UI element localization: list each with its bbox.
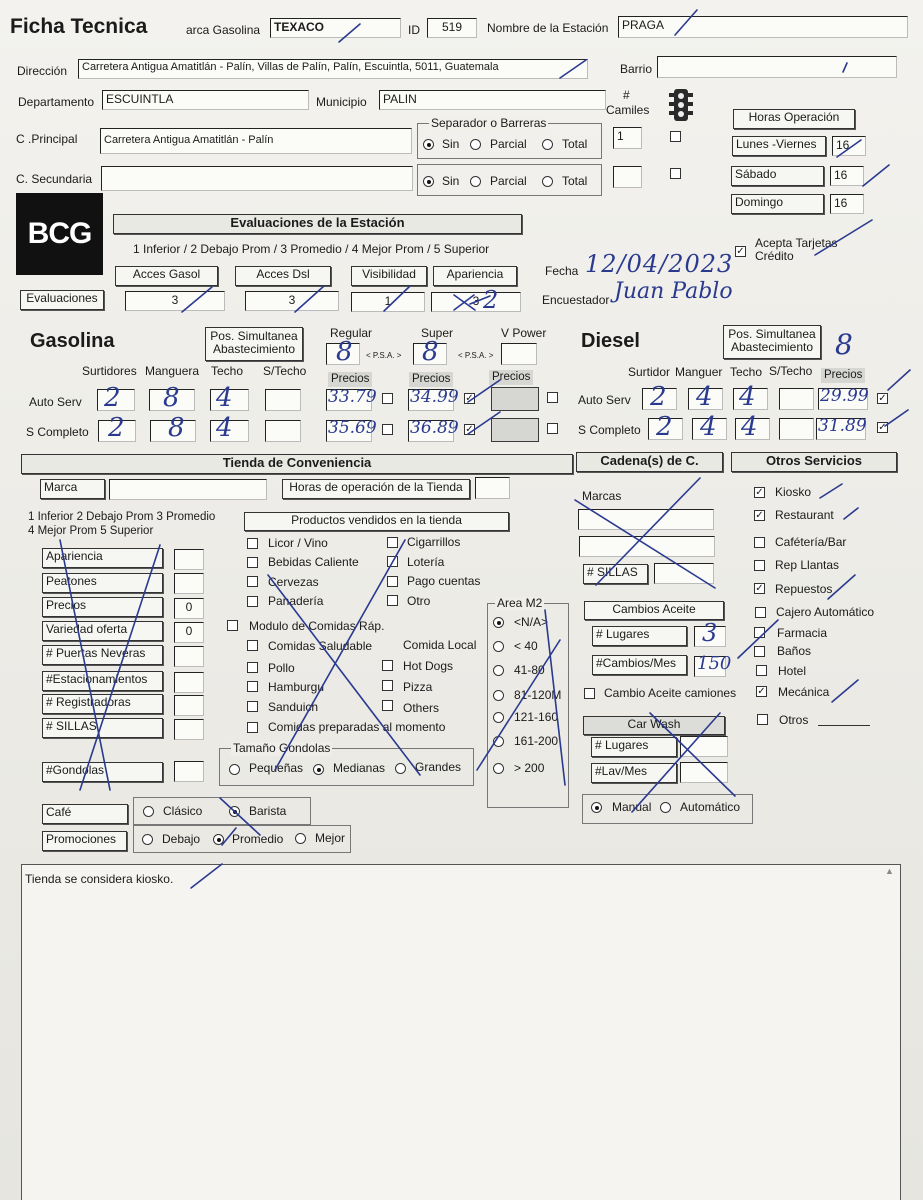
acepta-tarjetas-label: Acepta Tarjetas Crédito [755,236,838,264]
cprincipal-field[interactable]: Carretera Antigua Amatitlán - Palín [100,128,412,154]
prod-licor-checkbox[interactable] [247,538,258,549]
otros-cafeteria-label: Cafétería/Bar [775,535,847,549]
diesel-scompleto-label: S Completo [578,423,641,437]
separador-parcial-label: Parcial [490,137,527,151]
carwash-lugares-field[interactable] [680,736,728,757]
modulo-comidas-label: Modulo de Comidas Ráp. [249,619,385,633]
separador-total-label: Total [562,137,588,151]
departamento-field[interactable]: ESCUINTLA [102,90,309,110]
area-40-label: < 40 [514,639,538,653]
rating-apariencia-field[interactable] [174,549,204,570]
id-label: ID [408,23,420,37]
acepta-tarjetas-checkbox[interactable]: ✓ [736,246,745,257]
cambios-aceite-header: Cambios Aceite [584,601,724,620]
evaluaciones-header: Evaluaciones de la Estación [113,214,522,234]
cadena-marcas-label: Marcas [582,489,622,503]
rating-variedad-field[interactable]: 0 [174,622,204,643]
gasolina-title: Gasolina [30,330,115,352]
apariencia-field[interactable]: 3 [431,292,521,312]
rating-sillas-field[interactable] [174,719,204,740]
cambio-camiones-checkbox[interactable] [584,688,595,699]
separador-sin-label: Sin [442,137,460,151]
separador1-total-radio[interactable] [542,139,553,150]
carwash-manual-radio[interactable] [591,802,602,813]
gas-scompleto-stecho[interactable] [265,420,301,442]
rating-puertas-label: # Puertas Neveras [42,645,163,665]
gas-scompleto-techo-value: 4 [216,413,233,443]
area-80-radio[interactable] [493,665,504,676]
carwash-lav-field[interactable] [680,762,728,783]
acces-dsl-label: Acces Dsl [235,266,331,286]
comida-saludable-label: Comidas Saludable [268,639,373,653]
cafe-barista-label: Barista [249,804,287,818]
carwash-automatico-label: Automático [680,800,741,814]
tienda-horas-field[interactable] [475,477,510,499]
prod-panaderia-label: Panadería [268,594,324,608]
diesel-scompleto-precio-value: 31.89 [818,416,867,436]
rating-registradoras-label: # Registradoras [42,694,163,714]
rating-precios-label: Precios [42,597,163,617]
otros-llantas-label: Rep Llantas [775,558,840,572]
cambios-mes-value: 150 [697,653,732,674]
gas-autoserv-manguera-value: 8 [163,383,180,413]
gasolina-pos-label: Pos. Simultanea Abastecimiento [205,327,303,361]
techo-header: Techo [211,364,244,378]
tienda-horas-label: Horas de operación de la Tienda [282,479,470,499]
diesel-stecho-header: S/Techo [769,364,813,378]
otros-otros-label: Otros [779,713,809,727]
comida-sanduich-checkbox[interactable] [247,701,258,712]
comida-sanduich-label: Sanduich [268,700,319,714]
cambios-lugares-value: 3 [702,619,718,647]
otros-farmacia-label: Farmacia [777,626,828,640]
diesel-surtidor-header: Surtidor [628,365,671,379]
psa-regular: < P.S.A. > [366,351,402,360]
gas-autoserv-stecho[interactable] [265,389,301,411]
gas-scompleto-precio-vpower[interactable] [491,418,539,442]
rating-gondolas-label: #Gondolas [42,762,163,782]
acces-gasol-label: Acces Gasol [115,266,218,286]
comida-others-checkbox[interactable] [382,700,393,711]
form-title: Ficha Tecnica [10,15,148,38]
rating-peatones-field[interactable] [174,573,204,594]
prod-panaderia-checkbox[interactable] [247,596,258,607]
departamento-label: Departamento [18,95,95,109]
otros-banos-checkbox[interactable] [754,646,765,657]
modulo-comidas-checkbox[interactable] [227,620,238,631]
otros-cajero-label: Cajero Automático [776,605,875,619]
promo-mejor-label: Mejor [315,831,346,845]
gas-scompleto-surtidores-value: 2 [108,413,125,443]
tick-diesel-2 [885,410,908,426]
regular-value: 8 [336,337,353,367]
cafe-clasico-radio[interactable] [143,806,154,817]
horas-operacion-button[interactable]: Horas Operación [733,109,855,129]
diesel-techo-header: Techo [730,365,763,379]
prod-bebidas-label: Bebidas Caliente [268,555,359,569]
fecha-value[interactable]: 12/04/2023 [585,250,734,278]
gas-autoserv-regular-checkbox[interactable] [382,393,393,404]
comidas-preparadas-checkbox[interactable] [247,722,258,733]
super-value: 8 [422,337,439,367]
camiles-field-1[interactable]: 1 [613,127,642,149]
tick-restaurant [844,508,858,519]
camiles-checkbox-1[interactable] [670,131,681,142]
promociones-label: Promociones [42,831,127,851]
comida-hamburguesa-checkbox[interactable] [247,681,258,692]
diesel-autoserv-surtidor-value: 2 [650,382,667,412]
diesel-autoserv-label: Auto Serv [578,393,631,407]
otros-cajero-checkbox[interactable] [755,607,766,618]
regular-label: Regular [330,326,373,340]
separador2-total-label: Total [562,174,588,188]
separador2-total-radio[interactable] [542,176,553,187]
lunes-field[interactable]: 16 [832,136,866,156]
area-label: Area M2 [497,596,543,610]
traffic-light-icon [668,88,694,122]
notes-scroll-up-icon[interactable]: ▲ [885,866,894,876]
rating-estacionamientos-field[interactable] [174,672,204,693]
marca-field[interactable]: TEXACO [270,18,401,38]
rating-apariencia-label: Apariencia [42,548,163,568]
gondola-medianas-label: Medianas [333,761,386,775]
area-120-label: 81-120M [514,688,562,702]
gas-scompleto-label: S Completo [26,425,89,439]
otros-repuestos-checkbox[interactable]: ✓ [755,583,764,594]
sabado-label: Sábado [731,166,824,186]
gas-autoserv-precio-vpower[interactable] [491,387,539,411]
separador2-sin-label: Sin [442,174,460,188]
comidas-preparadas-label: Comidas preparadas al momento [268,720,446,734]
otros-servicios-header: Otros Servicios [731,452,897,472]
acces-dsl-field[interactable]: 3 [245,291,339,311]
domingo-field[interactable]: 16 [830,194,864,214]
otros-mecanica-checkbox[interactable]: ✓ [757,686,766,697]
notes-area[interactable] [21,864,901,1200]
promo-debajo-radio[interactable] [142,834,153,845]
area-200-label: 161-200 [514,734,559,748]
cafe-clasico-label: Clásico [163,804,203,818]
super-label: Super [421,326,454,340]
diesel-manguer-header: Manguer [675,365,723,379]
diesel-scompleto-stecho[interactable] [779,418,814,440]
diesel-pos-label: Pos. Simultanea Abastecimiento [723,325,821,359]
diesel-scompleto-checkbox[interactable]: ✓ [878,422,887,433]
promo-mejor-radio[interactable] [295,833,306,844]
area-over200-radio[interactable] [493,763,504,774]
acces-gasol-field[interactable]: 3 [125,291,225,311]
tick-sabado [863,165,889,186]
separador1-sin-radio[interactable] [423,139,434,150]
gondola-pequenas-radio[interactable] [229,764,240,775]
diesel-scompleto-manguer-value: 4 [700,412,717,442]
vpower-field[interactable] [501,343,537,365]
comida-pollo-checkbox[interactable] [247,662,258,673]
tick-kiosko [820,484,842,498]
otros-farmacia-checkbox[interactable] [754,627,765,638]
otros-restaurant-checkbox[interactable]: ✓ [755,510,764,521]
barrio-label: Barrio [620,62,653,76]
sabado-field[interactable]: 16 [830,166,864,186]
carwash-manual-label: Manual [612,800,652,814]
camiles-label: Camiles [606,103,650,117]
separador2-sin-radio[interactable] [423,176,434,187]
area-80-label: 41-80 [514,663,545,677]
cambio-camiones-label: Cambio Aceite camiones [604,686,737,700]
rating-puertas-field[interactable] [174,646,204,667]
tienda-marca-field[interactable] [109,479,267,500]
area-over200-label: > 200 [514,761,545,775]
gas-autoserv-label: Auto Serv [29,395,82,409]
prod-pago-label: Pago cuentas [407,574,481,588]
gondola-grandes-label: Grandes [415,760,462,774]
comida-hotdogs-checkbox[interactable] [382,660,393,671]
diesel-scompleto-surtidor-value: 2 [656,412,673,442]
diesel-autoserv-manguer-value: 4 [696,382,713,412]
comida-others-label: Others [403,701,440,715]
rating-precios-field[interactable]: 0 [174,598,204,619]
gas-autoserv-techo-value: 4 [216,383,233,413]
tienda-header: Tienda de Conveniencia [21,454,573,474]
cadena-marca-field-2[interactable] [579,536,715,557]
comida-pollo-label: Pollo [268,661,295,675]
prod-pago-checkbox[interactable] [387,576,398,587]
gondola-pequenas-label: Pequeñas [249,761,304,775]
otros-kiosko-label: Kiosko [775,485,812,499]
camiles-field-2[interactable] [613,166,642,188]
surtidores-header: Surtidores [82,364,137,378]
diesel-scompleto-techo-value: 4 [741,412,758,442]
estacion-label: Nombre de la Estación [487,21,609,35]
apariencia-label: Apariencia [433,266,517,286]
separador1-parcial-radio[interactable] [470,139,481,150]
evaluaciones-row-label: Evaluaciones [20,290,104,310]
area-40-radio[interactable] [493,641,504,652]
prod-bebidas-checkbox[interactable] [247,557,258,568]
bcg-logo: BCG [16,193,103,275]
tick-diesel-1 [888,370,910,390]
diesel-autoserv-stecho[interactable] [779,388,814,410]
otros-line [818,725,870,726]
otros-hotel-label: Hotel [778,664,807,678]
gas-scompleto-precio-regular-value: 35.69 [328,418,377,438]
otros-otros-checkbox[interactable] [757,714,768,725]
gondola-medianas-radio[interactable] [313,764,324,775]
precio-vpower-header: Precios [489,370,533,385]
prod-otro-label: Otro [407,594,431,608]
gas-autoserv-surtidores-value: 2 [104,383,121,413]
comida-local-label: Comida Local [403,638,477,652]
evaluaciones-scale: 1 Inferior / 2 Debajo Prom / 3 Promedio / 4 Mejor Prom / 5 Superior [133,242,490,256]
csecundaria-label: C. Secundaria [16,172,93,186]
comida-saludable-checkbox[interactable] [247,640,258,651]
direccion-label: Dirección [17,64,68,78]
tienda-scale-2: 4 Mejor Prom 5 Superior [28,525,154,537]
rating-sillas-label: # SILLAS [42,718,163,738]
diesel-precios-header: Precios [821,368,865,383]
rating-variedad-label: Variedad oferta [42,621,163,641]
carwash-automatico-radio[interactable] [660,802,671,813]
diesel-pos-value[interactable]: 8 [835,328,853,361]
encuestador-label: Encuestador [542,293,610,307]
barrio-field[interactable] [657,56,897,78]
camiles-hash: # [623,88,630,102]
csecundaria-field[interactable] [101,166,413,191]
apariencia-handwritten: 2 [483,286,499,314]
tienda-scale-1: 1 Inferior 2 Debajo Prom 3 Promedio [28,511,216,523]
gas-scompleto-precio-super-value: 36.89 [410,418,459,438]
cadena-marca-field-1[interactable] [578,509,714,530]
comida-pizza-label: Pizza [403,680,433,694]
rating-estacionamientos-label: #Estacionamientos [42,671,163,691]
comida-hotdogs-label: Hot Dogs [403,659,454,673]
rating-peatones-label: Peatones [42,573,163,593]
precio-regular-header: Precios [328,372,372,387]
gas-scompleto-vpower-checkbox[interactable] [547,423,558,434]
productos-header: Productos vendidos en la tienda [244,512,509,531]
separador2-parcial-label: Parcial [490,174,527,188]
gas-autoserv-super-checkbox[interactable]: ✓ [465,393,474,404]
visibilidad-field[interactable]: 1 [351,292,425,312]
prod-cigarrillos-checkbox[interactable] [387,537,398,548]
otros-mecanica-label: Mecánica [778,685,830,699]
prod-cervezas-label: Cervezas [268,575,319,589]
prod-loteria-label: Lotería [407,555,445,569]
cadena-sillas-label: # SILLAS [583,564,648,584]
vpower-label: V Power [501,326,547,340]
municipio-field[interactable]: PALIN [379,90,606,110]
encuestador-value[interactable]: Juan Pablo [614,279,733,304]
cafe-label: Café [42,804,128,824]
diesel-title: Diesel [581,330,640,352]
diesel-autoserv-techo-value: 4 [739,382,756,412]
promo-debajo-label: Debajo [162,832,201,846]
fecha-label: Fecha [545,264,579,278]
area-120-radio[interactable] [493,690,504,701]
gas-scompleto-regular-checkbox[interactable] [382,424,393,435]
gas-autoserv-precio-super-value: 34.99 [410,387,459,407]
tick-mecanica [832,680,858,702]
rating-registradoras-field[interactable] [174,695,204,716]
gas-scompleto-manguera-value: 8 [168,413,185,443]
cambios-mes-label: #Cambios/Mes [592,655,687,675]
prod-licor-label: Licor / Vino [268,536,328,550]
area-160-label: 121-160 [514,710,559,724]
id-field[interactable]: 519 [427,18,477,38]
otros-repuestos-label: Repuestos [775,582,833,596]
diesel-autoserv-checkbox[interactable]: ✓ [878,393,887,404]
diesel-autoserv-precio-value: 29.99 [820,386,869,406]
otros-llantas-checkbox[interactable] [754,560,765,571]
stecho-header: S/Techo [263,364,307,378]
carwash-lav-label: #Lav/Mes [591,763,677,783]
carwash-header: Car Wash [583,716,725,735]
cadena-sillas-field[interactable] [654,563,714,584]
gas-scompleto-super-checkbox[interactable]: ✓ [465,424,474,435]
otros-restaurant-label: Restaurant [775,508,834,522]
promo-promedio-radio[interactable] [213,834,224,845]
notes-text: Tienda se considera kiosko. [25,872,174,886]
estacion-field[interactable]: PRAGA [618,16,908,38]
tienda-marca-label: Marca [40,479,105,499]
otros-kiosko-checkbox[interactable]: ✓ [755,487,764,498]
area-160-radio[interactable] [493,712,504,723]
otros-banos-label: Baños [777,644,812,658]
area-200-radio[interactable] [493,736,504,747]
marca-label: arca Gasolina [186,23,261,37]
cambios-lugares-label: # Lugares [592,626,687,646]
domingo-label: Domingo [731,194,824,214]
gondolas-label: Tamaño Gondolas [233,741,331,755]
area-na-label: <N/A> [514,615,549,629]
prod-cervezas-checkbox[interactable] [247,576,258,587]
gas-autoserv-vpower-checkbox[interactable] [547,392,558,403]
lunes-label: Lunes -Viernes [732,136,826,156]
visibilidad-label: Visibilidad [351,266,427,286]
direccion-field[interactable]: Carretera Antigua Amatitlán - Palín, Villas de Palín, Palín, Escuintla, 5011, Guatemala [78,59,588,79]
prod-cigarrillos-label: Cigarrillos [407,535,461,549]
camiles-checkbox-2[interactable] [670,168,681,179]
prod-loteria-checkbox[interactable] [387,556,398,567]
separador-label: Separador o Barreras [431,116,547,130]
carwash-lugares-label: # Lugares [591,737,677,757]
municipio-label: Municipio [316,95,367,109]
manguera-header: Manguera [145,364,200,378]
gas-autoserv-precio-regular-value: 33.79 [328,387,377,407]
prod-otro-checkbox[interactable] [387,595,398,606]
rating-gondolas-field[interactable] [174,761,204,782]
cadena-header: Cadena(s) de C. [576,452,723,472]
cafe-barista-radio[interactable] [229,806,240,817]
precio-super-header: Precios [409,372,453,387]
comida-pizza-checkbox[interactable] [382,680,393,691]
psa-super: < P.S.A. > [458,351,494,360]
separador2-parcial-radio[interactable] [470,176,481,187]
otros-hotel-checkbox[interactable] [756,665,767,676]
area-na-radio[interactable] [493,617,504,628]
otros-cafeteria-checkbox[interactable] [754,537,765,548]
gondola-grandes-radio[interactable] [395,763,406,774]
promo-promedio-label: Promedio [232,832,284,846]
cprincipal-label: C .Principal [16,132,78,146]
area-group [487,603,569,808]
comida-hamburguesa-label: Hamburgu [268,680,325,694]
